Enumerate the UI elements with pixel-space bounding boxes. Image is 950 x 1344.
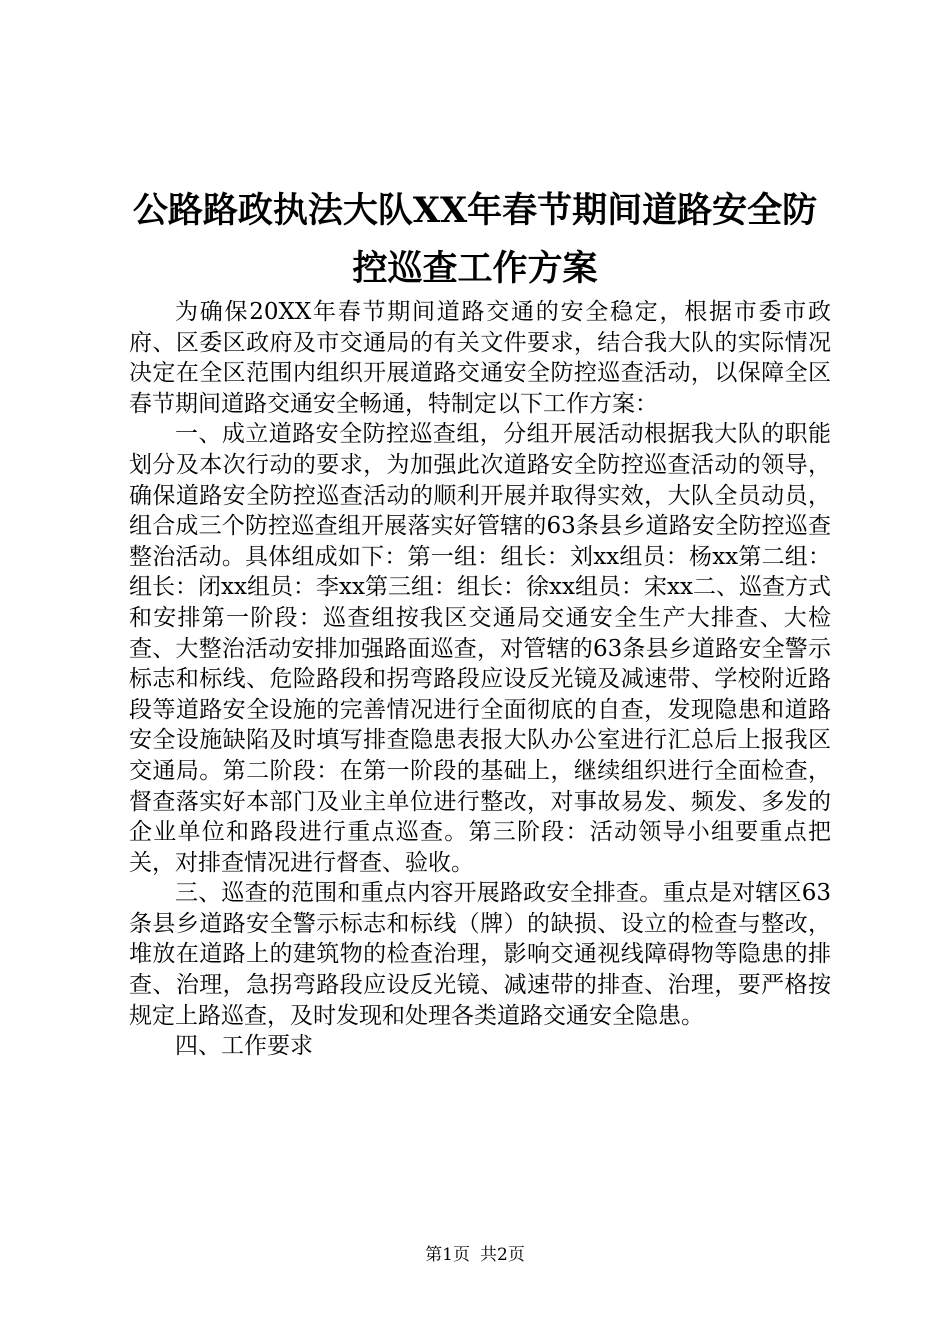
document-body: [129, 297, 831, 1062]
document-title: [120, 182, 830, 298]
intro-paragraph: 为确保20XX年春节期间道路交通的安全稳定，根据市委市政府、区委区政府及市交通局的有关文件要求，结合我大队的实际情况决定在全区范围内组织开展道路交通安全防控巡查活动，以保障全区春节期间道路交通安全畅通，特制定以下工作方案：: [129, 299, 831, 417]
section-three-paragraph: 三、巡查的范围和重点内容开展路政安全排查。重点是对辖区63条县乡道路安全警示标志和标线（牌）的缺损、设立的检查与整改，堆放在道路上的建筑物的检查治理，影响交通视线障碍物等隐患的排查、治理，急拐弯路段应设反光镜、减速带的排查、治理，要严格按规定上路巡查，及时发现和处理各类道路交通安全隐患。: [129, 880, 831, 1029]
title-line-1: 公路路政执法大队XX年春节期间道路安全防: [132, 190, 818, 231]
section-four-heading: 四、工作要求: [175, 1033, 313, 1060]
page-footer: [0, 1244, 950, 1266]
section-one-paragraph: 一、成立道路安全防控巡查组，分组开展活动根据我大队的职能划分及本次行动的要求，为加强此次道路安全防控巡查活动的领导，确保道路安全防控巡查活动的顺利开展并取得实效，大队全员动员，组合成三个防控巡查组开展落实好管辖的63条县乡道路安全防控巡查整治活动。具体组成如下：第一组：组长：刘xx组员：杨xx第二组：组长：闭xx组员：李xx第三组：组长：徐xx组员：宋xx二、巡查方式和安排第一阶段：巡查组按我区交通局交通安全生产大排查、大检查、大整治活动安排加强路面巡查，对管辖的63条县乡道路安全警示标志和标线、危险路段和拐弯路段应设反光镜及减速带、学校附近路段等道路安全设施的完善情况进行全面彻底的自查，发现隐患和道路安全设施缺陷及时填写排查隐患表报大队办公室进行汇总后上报我区交通局。第二阶段：在第一阶段的基础上，继续组织进行全面检查，督查落实好本部门及业主单位进行整改，对事故易发、频发、多发的企业单位和路段进行重点巡查。第三阶段：活动领导小组要重点把关，对排查情况进行督查、验收。: [129, 421, 831, 876]
title-line-2: 控巡查工作方案: [352, 248, 598, 289]
page-number: 第1页: [425, 1245, 470, 1265]
page-total: 共2页: [480, 1245, 525, 1265]
